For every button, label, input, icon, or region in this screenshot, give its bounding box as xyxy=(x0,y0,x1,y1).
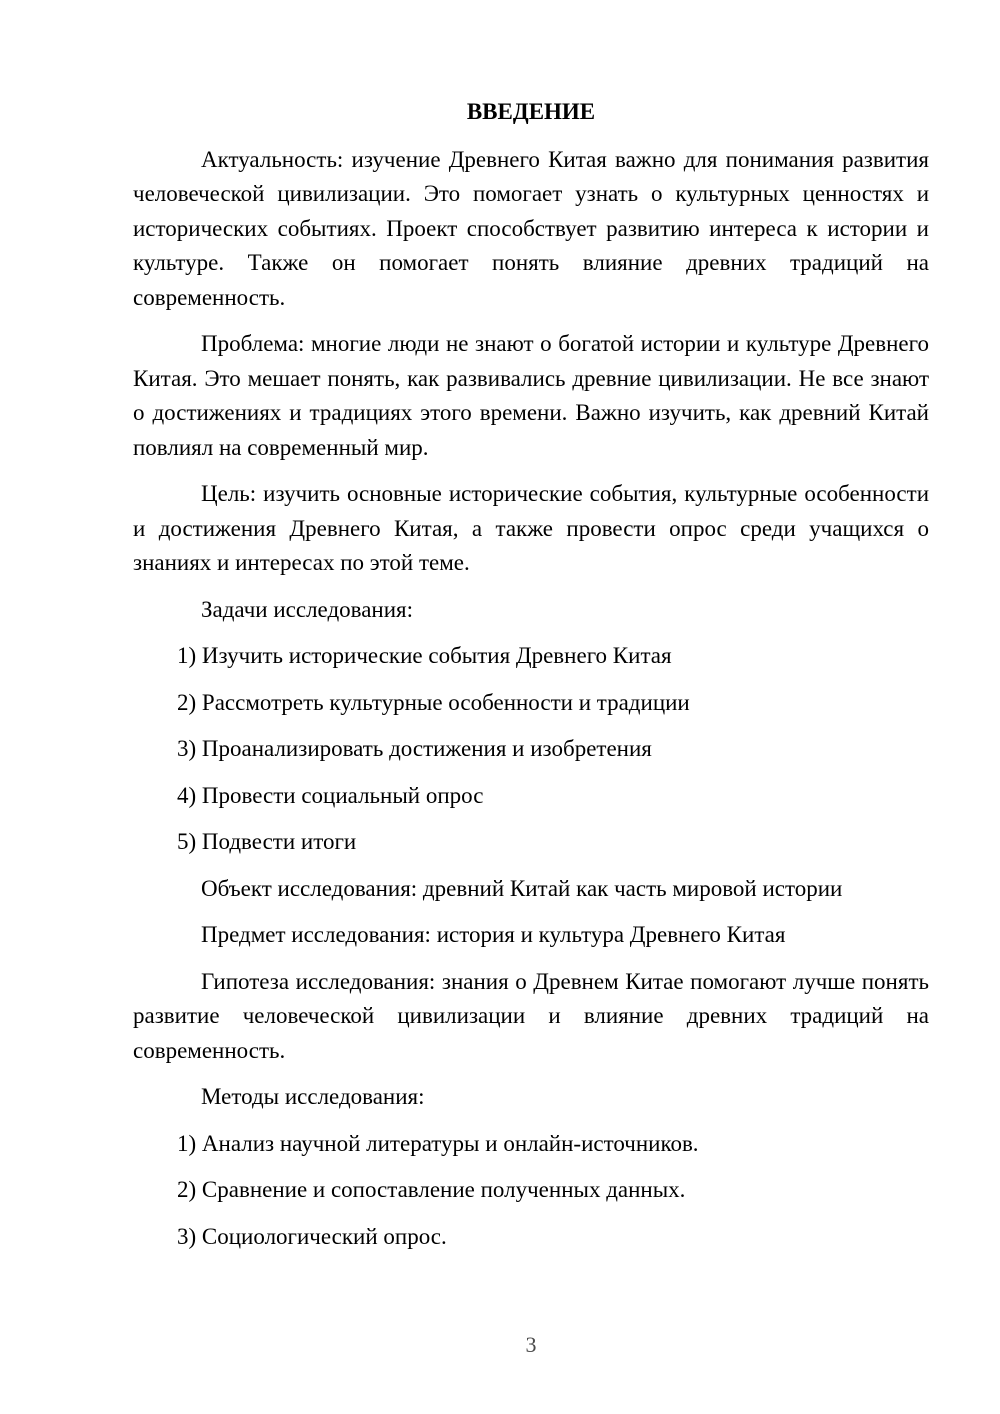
task-item-2: 2) Рассмотреть культурные особенности и традиции xyxy=(177,689,690,715)
method-item-1: 1) Анализ научной литературы и онлайн-источников. xyxy=(177,1130,699,1156)
tasks-heading: Задачи исследования: xyxy=(201,596,414,622)
paragraph-relevance: Актуальность: изучение Древнего Китая важно для понимания развития человеческой цивилизации. Это помогает узнать о культурных ценностях и исторических событиях. Проект способствует развитию интереса к истории и культуре. Также он помогает понять влияние древних традиций на современность. xyxy=(133,146,929,310)
task-item-1: 1) Изучить исторические события Древнего Китая xyxy=(177,643,672,668)
method-item-3: 3) Социологический опрос. xyxy=(177,1223,447,1249)
page-number: 3 xyxy=(525,1332,537,1357)
task-item-3: 3) Проанализировать достижения и изобретения xyxy=(177,736,652,761)
method-item-2: 2) Сравнение и сопоставление полученных данных. xyxy=(177,1177,686,1202)
task-item-5: 5) Подвести итоги xyxy=(177,829,357,854)
page-title: ВВЕДЕНИЕ xyxy=(466,99,596,124)
paragraph-research-object: Объект исследования: древний Китай как часть мировой истории xyxy=(201,875,843,901)
paragraph-research-subject: Предмет исследования: история и культура Древнего Китая xyxy=(201,922,786,947)
methods-heading: Методы исследования: xyxy=(201,1084,425,1109)
paragraph-hypothesis: Гипотеза исследования: знания о Древнем Китае помогают лучше понять развитие человеческой цивилизации и влияние древних традиций на современность. xyxy=(133,968,929,1063)
paragraph-problem: Проблема: многие люди не знают о богатой истории и культуре Древнего Китая. Это мешает понять, как развивались древние цивилизации. Не все знают о достижениях и традициях этого времени. Важно изучить, как древний Китай повлиял на современный мир. xyxy=(133,331,929,460)
paragraph-goal: Цель: изучить основные исторические события, культурные особенности и достижения Древнего Китая, а также провести опрос среди учащихся о знаниях и интересах по этой теме. xyxy=(133,481,929,575)
task-item-4: 4) Провести социальный опрос xyxy=(177,782,484,808)
